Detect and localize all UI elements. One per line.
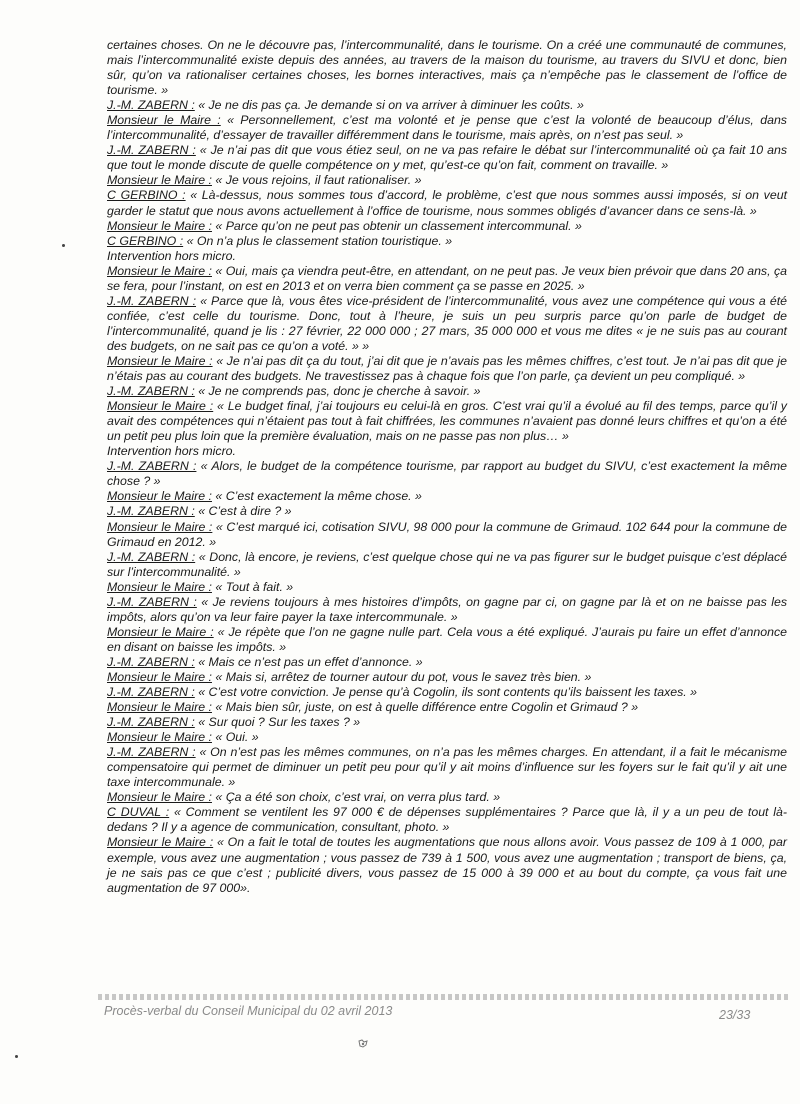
speech-text: « Oui, mais ça viendra peut-être, en attendant, on ne peut pas. Je veux bien prévoir que dans 20 ans, ça se fera, pour l’instant, on est en 2013 et on verra bien comment ça se passe en 2025. » — [107, 263, 788, 293]
speech-paragraph — [107, 700, 787, 715]
speaker-name: Monsieur le Maire : — [107, 218, 212, 233]
narrative-paragraph — [107, 444, 787, 459]
speech-text: « Parce qu’on ne peut pas obtenir un classement intercommunal. » — [211, 218, 582, 233]
speech-paragraph — [107, 188, 787, 218]
speaker-name: Monsieur le Maire : — [107, 579, 212, 594]
speech-text: « Je ne dis pas ça. Je demande si on va arriver à diminuer les coûts. » — [194, 98, 584, 113]
narrative-paragraph — [107, 249, 787, 264]
speech-text: « Oui. » — [211, 730, 259, 745]
speech-text: « Je ne comprends pas, donc je cherche à savoir. » — [194, 384, 481, 399]
speaker-name: J.-M. ZABERN : — [107, 594, 197, 609]
speech-text: « C’est à dire ? » — [194, 504, 292, 519]
speech-paragraph — [107, 294, 787, 354]
speech-paragraph — [107, 354, 787, 384]
scan-dot — [62, 244, 65, 247]
speech-text: « Alors, le budget de la compétence tourisme, par rapport au budget du SIVU, c’est exactement la même chose ? » — [107, 459, 787, 489]
speech-text: « Je vous rejoins, il faut rationaliser. » — [211, 173, 422, 188]
speech-paragraph — [107, 595, 787, 625]
speech-text: « Je répète que l’on ne gagne nulle part. Cela vous a été expliqué. J’aurais pu faire un effet d’annonce en disant on baisse les impôts. » — [107, 624, 787, 654]
speech-paragraph — [107, 685, 787, 700]
speech-paragraph — [107, 790, 787, 805]
speech-text: Intervention hors micro. — [107, 248, 236, 263]
speaker-name: J.-M. ZABERN : — [107, 504, 195, 519]
speaker-name: J.-M. ZABERN : — [107, 98, 195, 113]
speaker-name: J.-M. ZABERN : — [107, 745, 196, 760]
speech-paragraph — [107, 625, 787, 655]
speech-text: « Là-dessus, nous sommes tous d’accord, le problème, c’est que nous sommes aussi imposés, si on veut garder le statut que nous avons actuellement à l’office de tourisme, nous sommes obligés d’avancer dans ce sens-là. » — [107, 188, 787, 218]
speech-paragraph — [107, 655, 787, 670]
speaker-name: Monsieur le Maire : — [107, 399, 214, 414]
speech-text: « C’est marqué ici, cotisation SIVU, 98 000 pour la commune de Grimaud. 102 644 pour la commune de Grimaud en 2012. » — [107, 519, 787, 549]
footer-divider — [98, 994, 790, 1000]
speech-text: « Sur quoi ? Sur les taxes ? » — [194, 715, 361, 730]
speech-paragraph — [107, 399, 787, 444]
speech-text: « Mais ce n’est pas un effet d’annonce. » — [194, 654, 423, 669]
speaker-name: C GERBINO : — [107, 233, 184, 248]
speech-paragraph — [107, 805, 787, 835]
speech-paragraph — [107, 745, 787, 790]
speaker-name: Monsieur le Maire : — [107, 669, 212, 684]
speech-text: « Je n’ai pas dit que vous étiez seul, on ne va pas refaire le débat sur l’intercommunalité où ça fait 10 ans que tout le monde discute de quelle compétence on y met, qu’est-ce qu’on fait, comment on travaille. » — [107, 143, 787, 173]
speaker-name: Monsieur le Maire : — [107, 700, 212, 715]
speech-paragraph — [107, 173, 787, 188]
speech-paragraph — [107, 113, 787, 143]
speech-paragraph — [107, 670, 787, 685]
speech-text: « Tout à fait. » — [211, 579, 294, 594]
speech-text: « On n’a plus le classement station touristique. » — [183, 233, 453, 248]
speaker-name: Monsieur le Maire : — [107, 113, 221, 128]
speech-text: « On n’est pas les mêmes communes, on n’a pas les mêmes charges. En attendant, il a fait le mécanisme compensatoire qui permet de diminuer un petit peu pour qu’il y ait moins d’influence sur les foyers sur le fait qu’il y ait une taxe intercommunale. » — [107, 745, 787, 790]
speech-text: « C’est votre conviction. Je pense qu’à Cogolin, ils sont contents qu’ils baissent les taxes. » — [194, 685, 698, 700]
speech-paragraph — [107, 580, 787, 595]
speech-paragraph — [107, 264, 787, 294]
speech-text: « Mais si, arrêtez de tourner autour du pot, vous le savez très bien. » — [211, 669, 592, 684]
page-number: 23/33 — [719, 1008, 751, 1022]
speaker-name: Monsieur le Maire : — [107, 173, 212, 188]
speech-text: « Le budget final, j’ai toujours eu celui-là en gros. C’est vrai qu’il a évolué au fil des temps, parce qu’il y avait des compétences qui n’étaient pas tout à fait chiffrées, les communes n’avaient pas donné leurs chiffres et qu’on a été un petit peu plus loin que la première évaluation, mais on ne passe pas non plus… » — [107, 399, 787, 444]
narrative-paragraph — [107, 38, 787, 98]
speaker-name: Monsieur le Maire : — [107, 263, 212, 278]
speech-paragraph — [107, 730, 787, 745]
speaker-name: Monsieur le Maire : — [107, 519, 213, 534]
speaker-name: J.-M. ZABERN : — [107, 715, 195, 730]
speech-text: « C’est exactement la même chose. » — [211, 489, 422, 504]
speech-paragraph — [107, 384, 787, 399]
speaker-name: C GERBINO : — [107, 188, 186, 203]
speech-text: « On a fait le total de toutes les augmentations que nous allons avoir. Vous passez de 109 à 1 000, par exemple, vous avez une augmentation ; vous passez de 739 à 1 500, vous avez une augmentation ; transport de biens, ça, je ne sais pas ce que c’est ; publicité divers, vous passez de 15 000 à 39 000 et au bout du compte, ça vous fait une augmentation de 97 000». — [107, 835, 787, 895]
speaker-name: Monsieur le Maire : — [107, 353, 213, 368]
speech-text: « Personnellement, c’est ma volonté et je pense que c’est la volonté de beaucoup d’élus, dans l’intercommunalité, d’essayer de travailler différemment dans le tourisme, mais après, on n’est pas seul. » — [107, 113, 787, 143]
speech-paragraph — [107, 835, 787, 895]
speech-paragraph — [107, 219, 787, 234]
speech-text: « Je n’ai pas dit ça du tout, j’ai dit que je n’avais pas les mêmes chiffres, c’est tout. Je n’ai pas dit que je n’étais pas au courant des budgets. Ne travestissez pas à chaque fois que l’on parle, ça devient un peu compliqué. » — [107, 353, 787, 384]
speech-paragraph — [107, 504, 787, 519]
speaker-name: J.-M. ZABERN : — [107, 143, 196, 158]
speech-paragraph — [107, 459, 787, 489]
speech-paragraph — [107, 234, 787, 249]
speaker-name: J.-M. ZABERN : — [107, 685, 195, 700]
speaker-name: Monsieur le Maire : — [107, 835, 214, 850]
speech-text: certaines choses. On ne le découvre pas, l’intercommunalité, dans le tourisme. On a créé une communauté de communes, mais l’intercommunalité existe depuis des années, au travers de la maison du tourisme, au travers du SIVU et donc, bien sûr, qu’on va rationaliser certaines choses, les bornes interactives, mais ça n’empêche pas le classement de l’office de tourisme. » — [107, 38, 787, 98]
speaker-name: J.-M. ZABERN : — [107, 654, 195, 669]
speech-paragraph — [107, 550, 787, 580]
speaker-name: Monsieur le Maire : — [107, 790, 212, 805]
footer-title: Procès-verbal du Conseil Municipal du 02 avril 2013 — [104, 1004, 393, 1018]
speech-paragraph — [107, 98, 787, 113]
transcript-body — [107, 38, 787, 896]
scan-speck-icon — [357, 1038, 369, 1050]
speaker-name: Monsieur le Maire : — [107, 730, 212, 745]
speech-text: « Comment se ventilent les 97 000 € de dépenses supplémentaires ? Parce que là, il y a un peu de tout là-dedans ? Il y a agence de communication, consultant, photo. » — [107, 805, 787, 835]
speech-text: « Je reviens toujours à mes histoires d’impôts, on gagne par ci, on gagne par là et on ne baisse pas les impôts, alors qu’on va leur faire payer la taxe intercommunale. » — [107, 594, 787, 624]
speaker-name: Monsieur le Maire : — [107, 624, 214, 639]
scan-dot — [15, 1055, 18, 1058]
speaker-name: Monsieur le Maire : — [107, 489, 212, 504]
speech-text: « Ça a été son choix, c’est vrai, on verra plus tard. » — [211, 790, 501, 805]
speaker-name: J.-M. ZABERN : — [107, 293, 197, 308]
speech-text: Intervention hors micro. — [107, 444, 236, 459]
speech-text: « Parce que là, vous êtes vice-président de l’intercommunalité, vous avez une compétence qui vous a été confiée, c’est celle du tourisme. Donc, tout à l’heure, je suis un peu surpris parce qu’on parle de budget de l’intercommunalité, quand je lis : 27 février, 22 000 000 ; 27 mars, 35 000 000 et vous me dites « je ne suis pas au courant des budgets, on ne sait pas ce qu’on a voté. » » — [107, 293, 787, 353]
speech-paragraph — [107, 520, 787, 550]
speaker-name: J.-M. ZABERN : — [107, 459, 197, 474]
speaker-name: J.-M. ZABERN : — [107, 549, 196, 564]
speech-paragraph — [107, 489, 787, 504]
speaker-name: J.-M. ZABERN : — [107, 384, 195, 399]
speech-text: « Donc, là encore, je reviens, c’est quelque chose qui ne va pas figurer sur le budget puisque c’est déplacé sur l’intercommunalité. » — [107, 549, 788, 579]
speech-paragraph — [107, 715, 787, 730]
speech-paragraph — [107, 143, 787, 173]
speech-text: « Mais bien sûr, juste, on est à quelle différence entre Cogolin et Grimaud ? » — [211, 700, 639, 715]
speaker-name: C DUVAL : — [107, 805, 170, 820]
